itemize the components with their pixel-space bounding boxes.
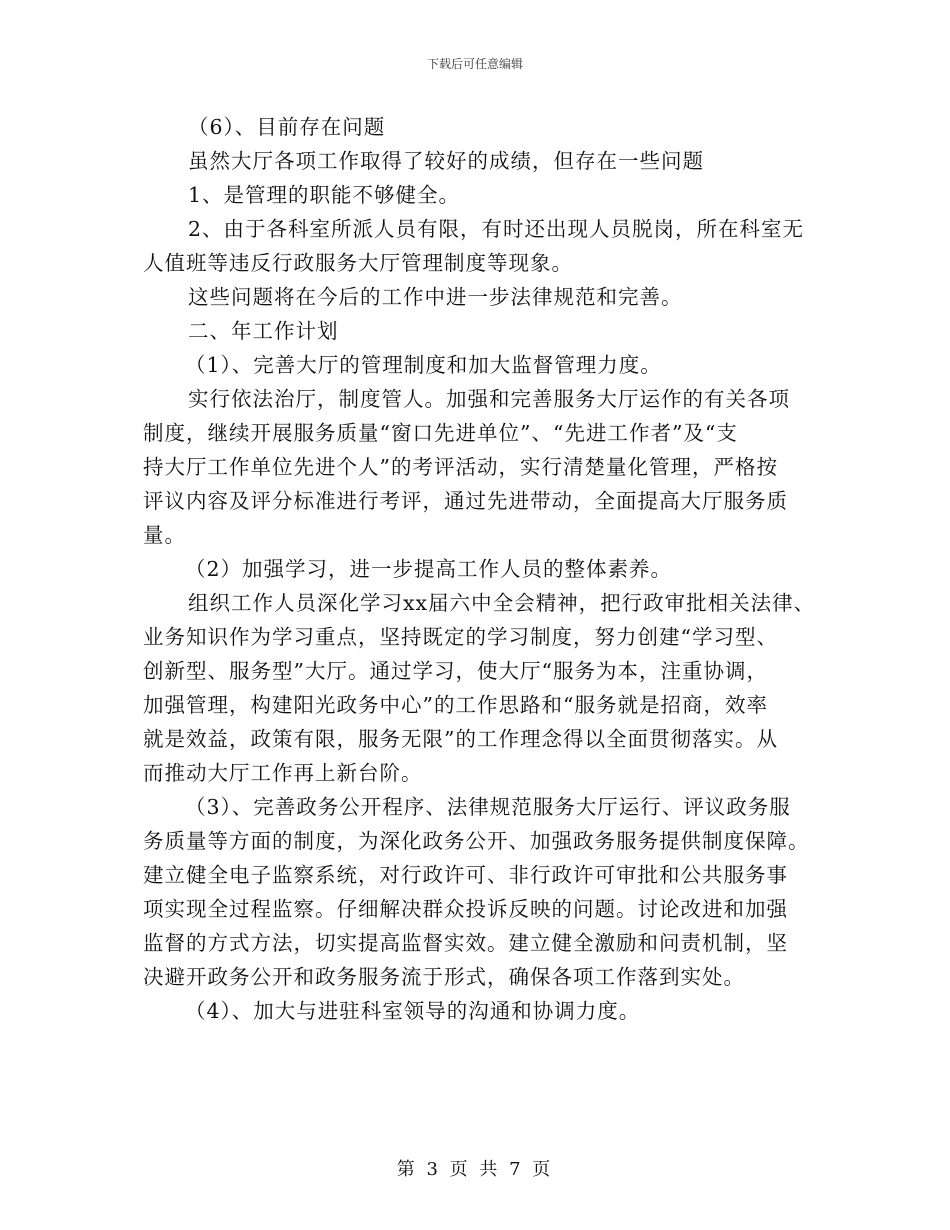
section-heading-plan: 二、年工作计划 [188, 319, 339, 343]
paragraph-line: 组织工作人员深化学习xx届六中全会精神，把行政审批相关法律、 [188, 591, 816, 615]
paragraph-line: 业务知识作为学习重点，坚持既定的学习制度，努力创建“学习型、 [143, 625, 778, 649]
paragraph-line: 评议内容及评分标准进行考评，通过先进带动，全面提高大厅服务质 [143, 489, 788, 513]
paragraph-line: 决避开政务公开和政务服务流于形式，确保各项工作落到实处。 [143, 965, 745, 989]
subheading-1: （1）、完善大厅的管理制度和加大监督管理力度。 [185, 353, 662, 377]
paragraph-line: 1、是管理的职能不够健全。 [188, 183, 461, 207]
paragraph-line: 创新型、服务型”大厅。通过学习，使大厅“服务为本，注重协调， [143, 659, 768, 683]
document-body [143, 110, 823, 1028]
paragraph-line: 人值班等违反行政服务大厅管理制度等现象。 [143, 251, 573, 275]
paragraph-line: 实行依法治厅，制度管人。加强和完善服务大厅运作的有关各项 [188, 387, 790, 411]
paragraph-line: 监督的方式方法，切实提高监督实效。建立健全激励和问责机制，坚 [143, 931, 788, 955]
subheading-2: （2）加强学习，进一步提高工作人员的整体素养。 [185, 557, 673, 581]
paragraph-line: 项实现全过程监察。仔细解决群众投诉反映的问题。讨论改进和加强 [143, 897, 788, 921]
subheading-3: （3）、完善政务公开程序、法律规范服务大厅运行、评议政务服 [185, 795, 791, 819]
subheading-4: （4）、加大与进驻科室领导的沟通和协调力度。 [185, 999, 641, 1023]
paragraph-line: 建立健全电子监察系统，对行政许可、非行政许可审批和公共服务事 [143, 863, 788, 887]
section-heading-6: （6）、目前存在问题 [188, 115, 386, 139]
paragraph-line: 虽然大厅各项工作取得了较好的成绩，但存在一些问题 [188, 149, 704, 173]
paragraph-line: 而推动大厅工作再上新台阶。 [143, 761, 423, 785]
paragraph-line: 这些问题将在今后的工作中进一步法律规范和完善。 [188, 285, 683, 309]
paragraph-line: 制度，继续开展服务质量“窗口先进单位”、“先进工作者”及“支 [143, 421, 738, 445]
paragraph-line: 量。 [143, 523, 186, 547]
paragraph-line: 2、由于各科室所派人员有限，有时还出现人员脱岗，所在科室无 [188, 217, 805, 241]
paragraph-line: 加强管理，构建阳光政务中心”的工作思路和“服务就是招商，效率 [143, 693, 768, 717]
paragraph-line: 持大厅工作单位先进个人”的考评活动，实行清楚量化管理，严格按 [143, 455, 778, 479]
page-number: 第 3 页 共 7 页 [396, 1159, 554, 1180]
paragraph-line: 务质量等方面的制度，为深化政务公开、加强政务服务提供制度保障。 [143, 829, 810, 853]
page-header-note: 下载后可任意编辑 [426, 57, 523, 71]
paragraph-line: 就是效益，政策有限，服务无限”的工作理念得以全面贯彻落实。从 [143, 727, 778, 751]
